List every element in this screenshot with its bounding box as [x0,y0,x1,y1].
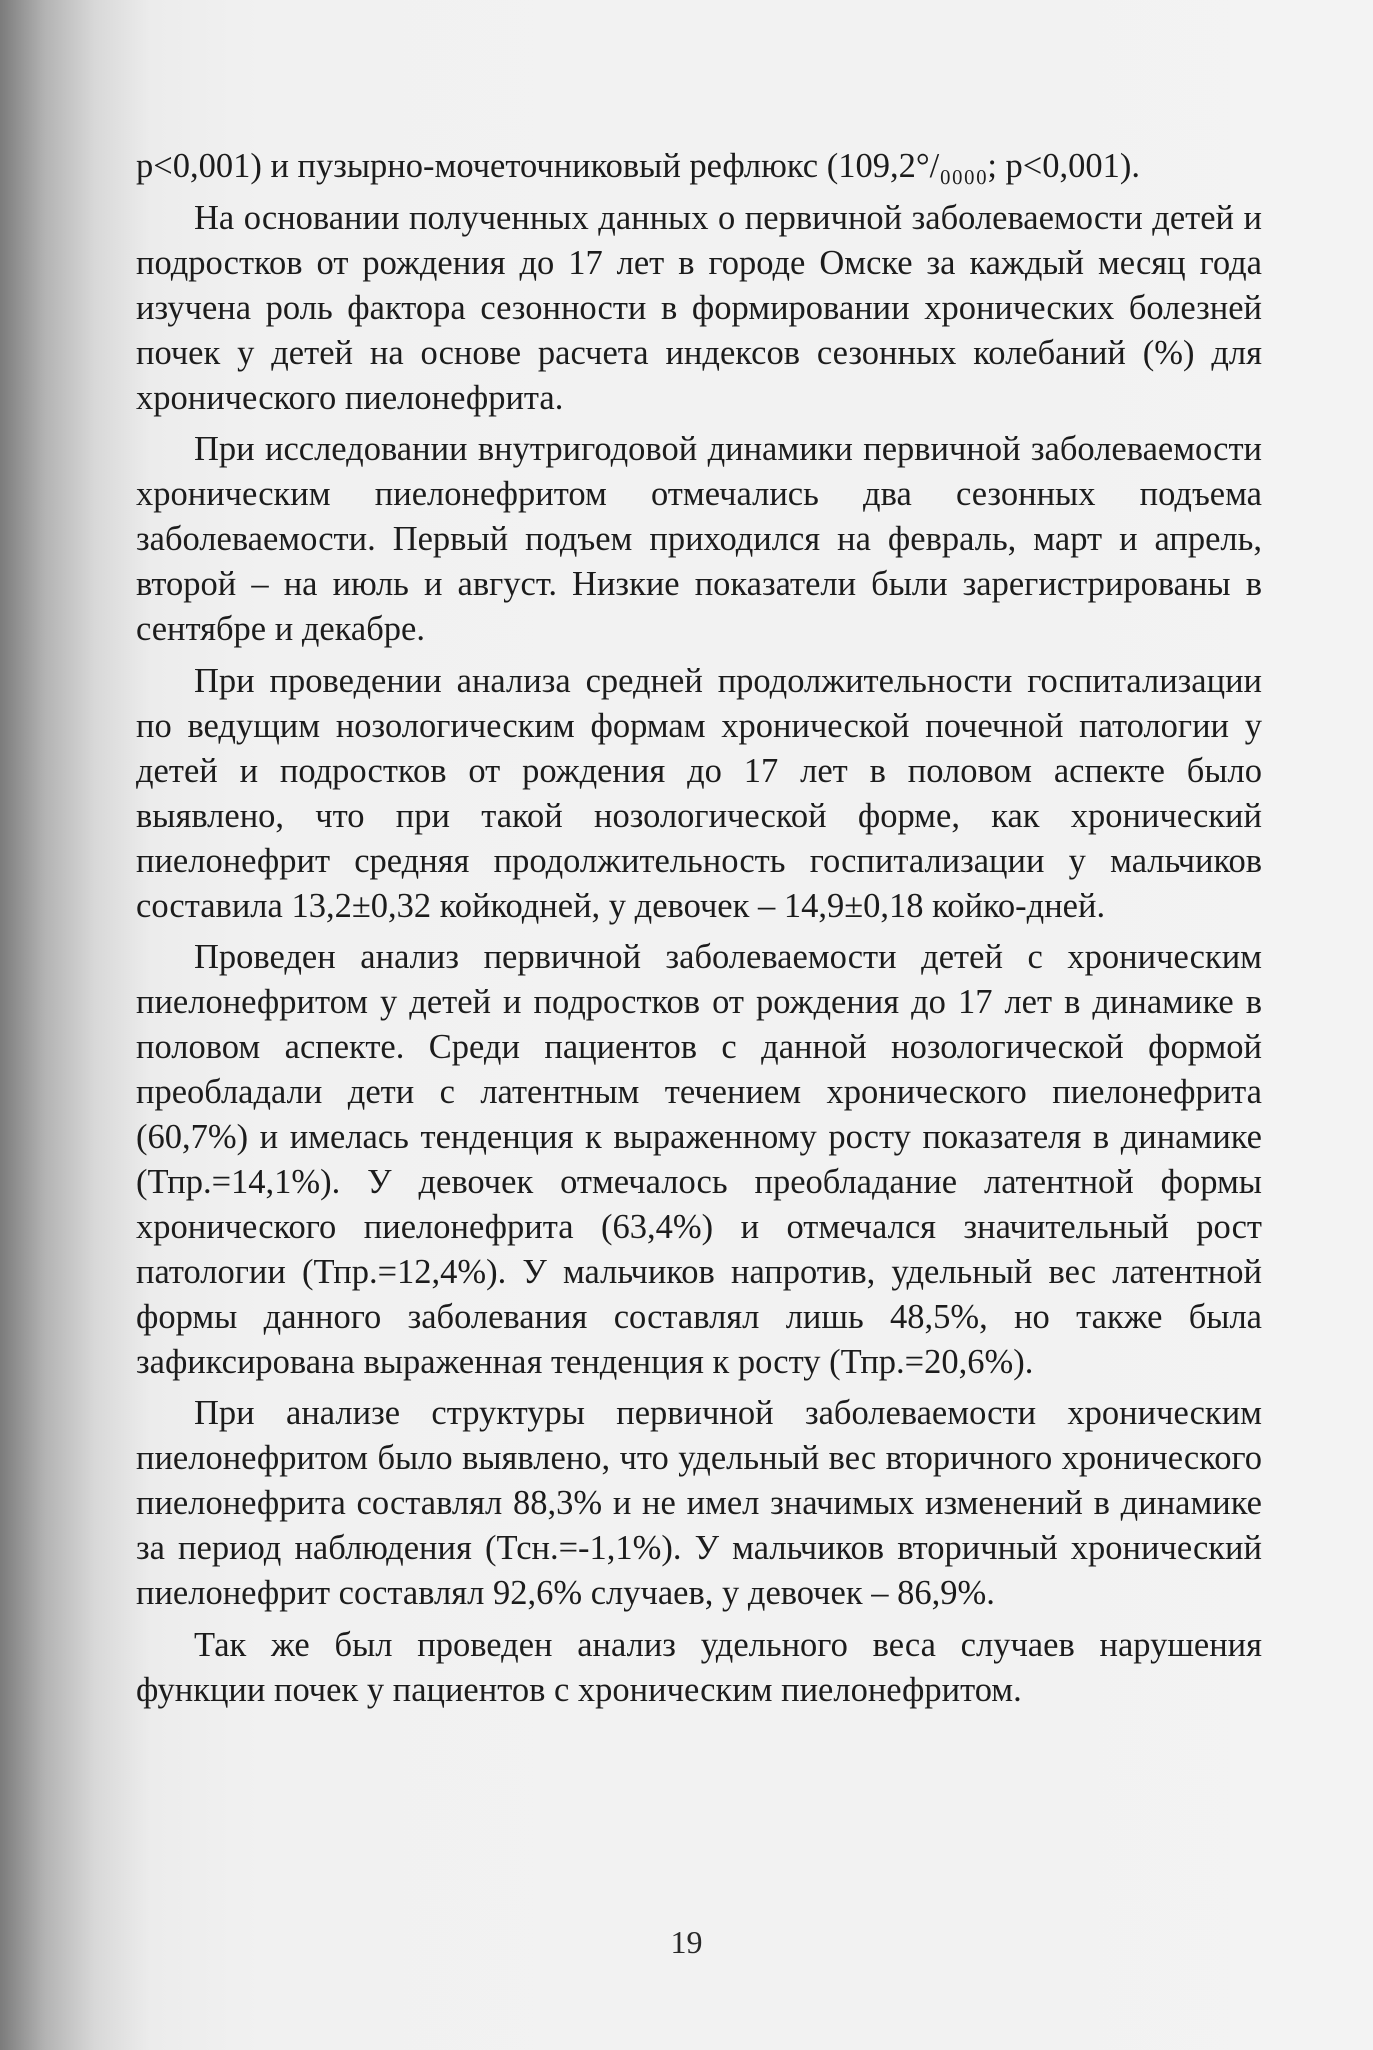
paragraph-4: При проведении анализа средней продолжительности госпитализации по ведущим нозологическим формам хронической почечной патологии у детей и подростков от рождения до 17 лет в половом аспекте было выявлено, что при такой нозологической форме, как хронический пиелонефрит средняя продолжительность госпитализации у мальчиков составила 13,2±0,32 койкодней, у девочек – 14,9±0,18 койко-дней. [136,661,1262,925]
paragraph-6: При анализе структуры первичной заболеваемости хроническим пиелонефритом было выявлено, что удельный вес вторичного хронического пиелонефрита составлял 88,3% и не имел значимых изменений в динамике за период наблюдения (Тсн.=-1,1%). У мальчиков вторичный хронический пиелонефрит составлял 92,6% случаев, у девочек – 86,9%. [136,1394,1262,1613]
paragraph-7: Так же был проведен анализ удельного веса случаев нарушения функции почек у пациентов с хроническим пиелонефритом. [136,1626,1262,1709]
page-number: 19 [670,1924,703,1960]
body-text [136,144,1262,1720]
paragraph-1: p<0,001) и пузырно-мочеточниковый рефлюкс (109,2°/₀₀₀₀; p<0,001). [136,147,1141,185]
paragraph-3: При исследовании внутригодовой динамики первичной заболеваемости хроническим пиелонефритом отмечались два сезонных подъема заболеваемости. Первый подъем приходился на февраль, март и апрель, второй – на июль и август. Низкие показатели были зарегистрированы в сентябре и декабре. [136,430,1262,649]
paragraph-2: На основании полученных данных о первичной заболеваемости детей и подростков от рождения до 17 лет в городе Омске за каждый месяц года изучена роль фактора сезонности в формировании хронических болезней почек у детей на основе расчета индексов сезонных колебаний (%) для хронического пиелонефрита. [136,198,1262,417]
paragraph-5: Проведен анализ первичной заболеваемости детей с хроническим пиелонефритом у детей и подростков от рождения до 17 лет в динамике в половом аспекте. Среди пациентов с данной нозологической формой преобладали дети с латентным течением хронического пиелонефрита (60,7%) и имелась тенденция к выраженному росту показателя в динамике (Тпр.=14,1%). У девочек отмечалось преобладание латентной формы хронического пиелонефрита (63,4%) и отмечался значительный рост патологии (Тпр.=12,4%). У мальчиков напротив, удельный вес латентной формы данного заболевания составлял лишь 48,5%, но также была зафиксирована выраженная тенденция к росту (Тпр.=20,6%). [136,938,1262,1381]
